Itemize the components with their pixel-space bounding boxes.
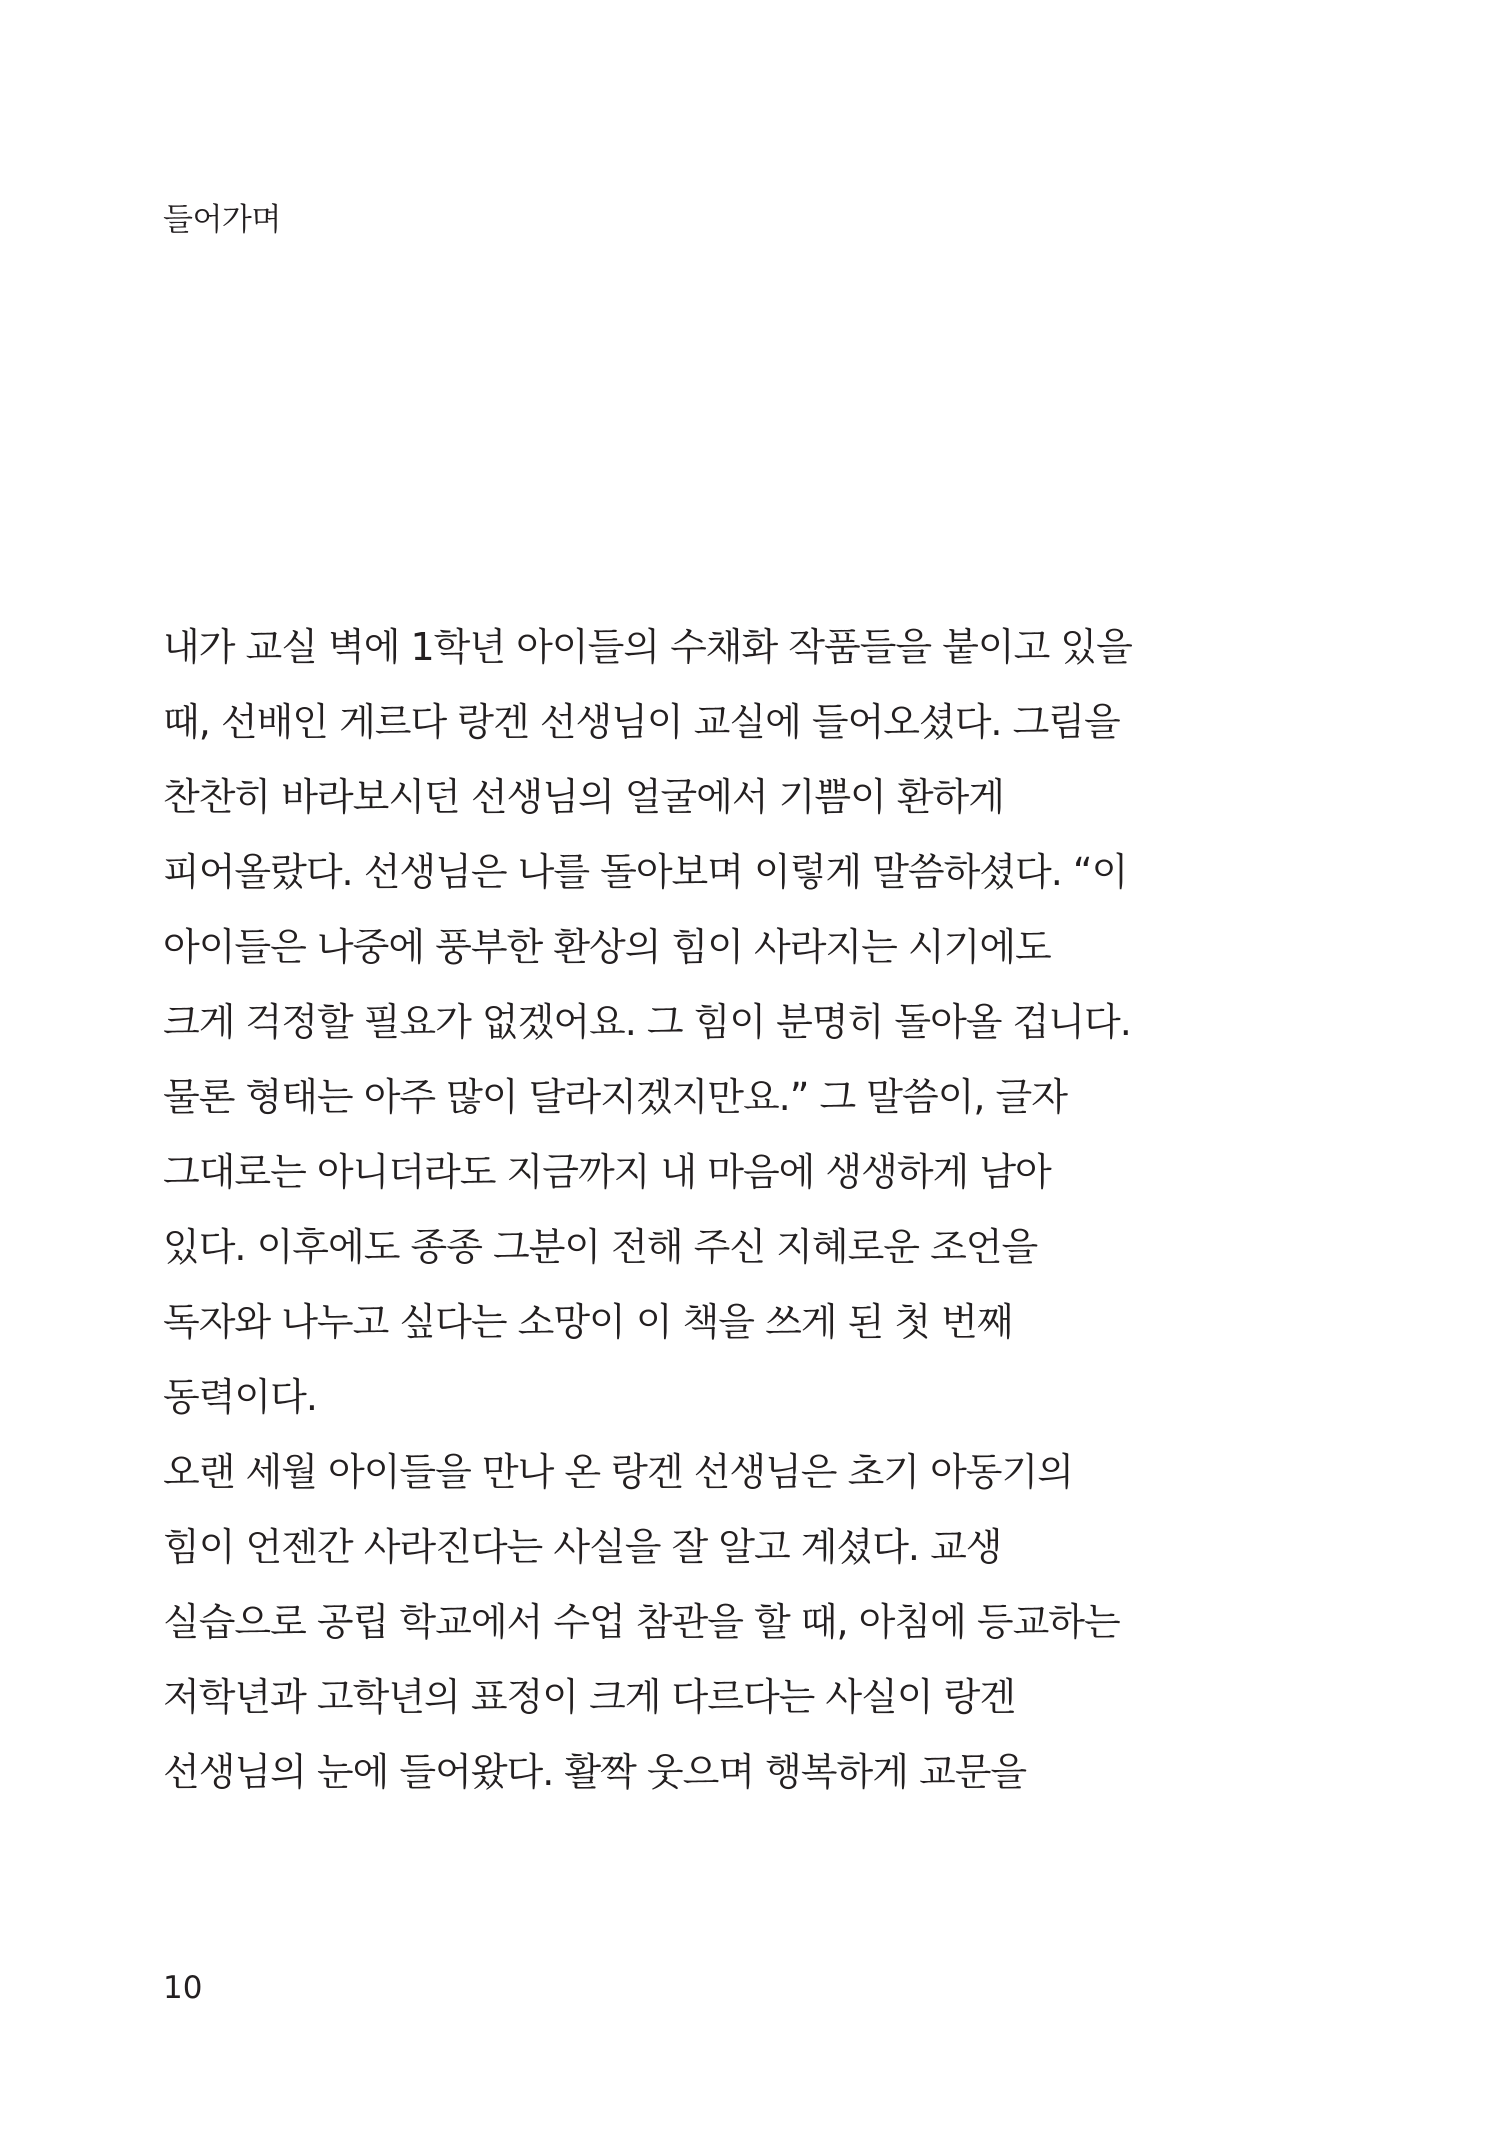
text-line: 물론 형태는 아주 많이 달라지겠지만요.” 그 말씀이, 글자 <box>163 1075 1067 1119</box>
text-line: 오랜 세월 아이들을 만나 온 랑겐 선생님은 초기 아동기의 <box>163 1450 1073 1494</box>
text-line: 내가 교실 벽에 1학년 아이들의 수채화 작품들을 붙이고 있을 <box>163 625 1132 669</box>
text-line: 때, 선배인 게르다 랑겐 선생님이 교실에 들어오셨다. 그림을 <box>163 700 1120 744</box>
text-line: 실습으로 공립 학교에서 수업 참관을 할 때, 아침에 등교하는 <box>163 1600 1120 1644</box>
text-line: 있다. 이후에도 종종 그분이 전해 주신 지혜로운 조언을 <box>163 1225 1038 1269</box>
text-line: 그대로는 아니더라도 지금까지 내 마음에 생생하게 남아 <box>163 1150 1051 1194</box>
text-line: 아이들은 나중에 풍부한 환상의 힘이 사라지는 시기에도 <box>163 925 1051 969</box>
text-line: 선생님의 눈에 들어왔다. 활짝 웃으며 행복하게 교문을 <box>163 1750 1027 1794</box>
text-line: 힘이 언젠간 사라진다는 사실을 잘 알고 계셨다. 교생 <box>163 1525 1002 1569</box>
text-line: 동력이다. <box>163 1375 317 1419</box>
body-text <box>163 610 1243 1810</box>
text-line: 크게 걱정할 필요가 없겠어요. 그 힘이 분명히 돌아올 겁니다. <box>163 1000 1131 1044</box>
text-line: 독자와 나누고 싶다는 소망이 이 책을 쓰게 된 첫 번째 <box>163 1300 1013 1344</box>
page-number: 10 <box>163 1970 203 2006</box>
running-head: 들어가며 <box>163 202 281 238</box>
text-line: 피어올랐다. 선생님은 나를 돌아보며 이렇게 말씀하셨다. “이 <box>163 850 1128 894</box>
text-line: 저학년과 고학년의 표정이 크게 다르다는 사실이 랑겐 <box>163 1675 1016 1719</box>
text-line: 찬찬히 바라보시던 선생님의 얼굴에서 기쁨이 환하게 <box>163 775 1004 819</box>
